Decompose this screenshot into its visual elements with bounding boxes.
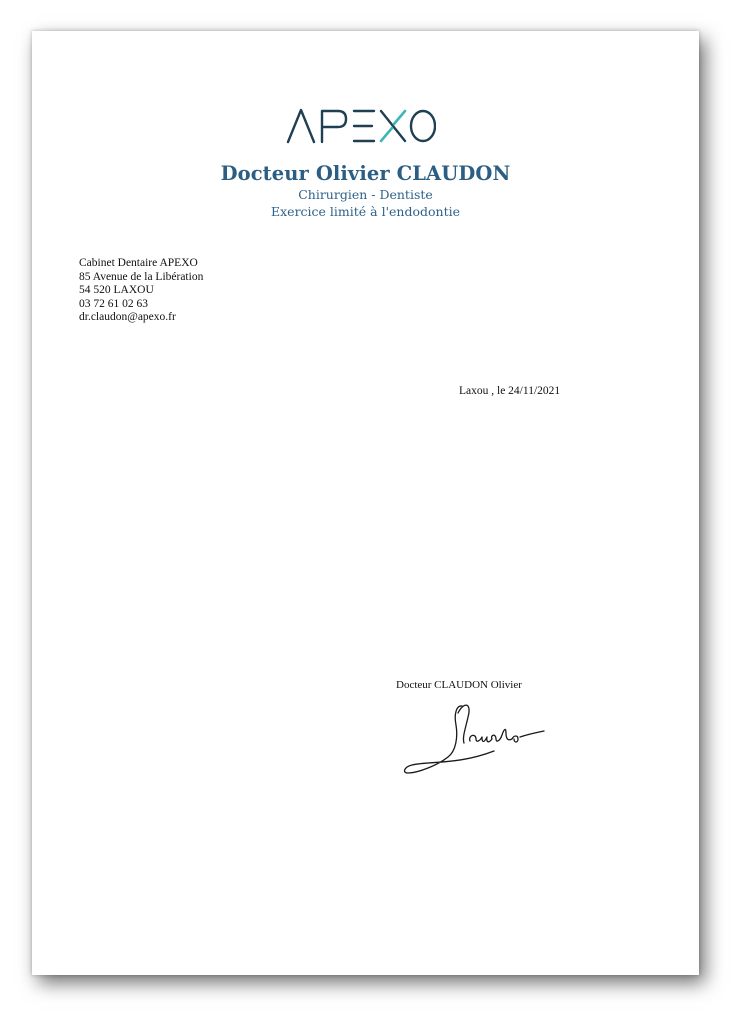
apexo-logo bbox=[286, 106, 436, 146]
handwritten-signature bbox=[398, 693, 562, 787]
place-and-date: Laxou , le 24/11/2021 bbox=[459, 385, 561, 397]
signatory-name: Docteur CLAUDON Olivier bbox=[396, 679, 522, 691]
city-line: 54 520 LAXOU bbox=[79, 284, 154, 297]
phone-number: 03 72 61 02 63 bbox=[79, 297, 148, 310]
specialty: Chirurgien - Dentiste bbox=[298, 187, 433, 202]
doctor-name: Docteur Olivier CLAUDON bbox=[220, 162, 511, 185]
contact-address-block bbox=[79, 257, 203, 325]
letter-page bbox=[32, 31, 699, 975]
practice-limit: Exercice limité à l'endodontie bbox=[271, 204, 460, 219]
street-address: 85 Avenue de la Libération bbox=[79, 270, 204, 283]
practice-name: Cabinet Dentaire APEXO bbox=[79, 257, 198, 269]
email-address: dr.claudon@apexo.fr bbox=[79, 311, 176, 324]
